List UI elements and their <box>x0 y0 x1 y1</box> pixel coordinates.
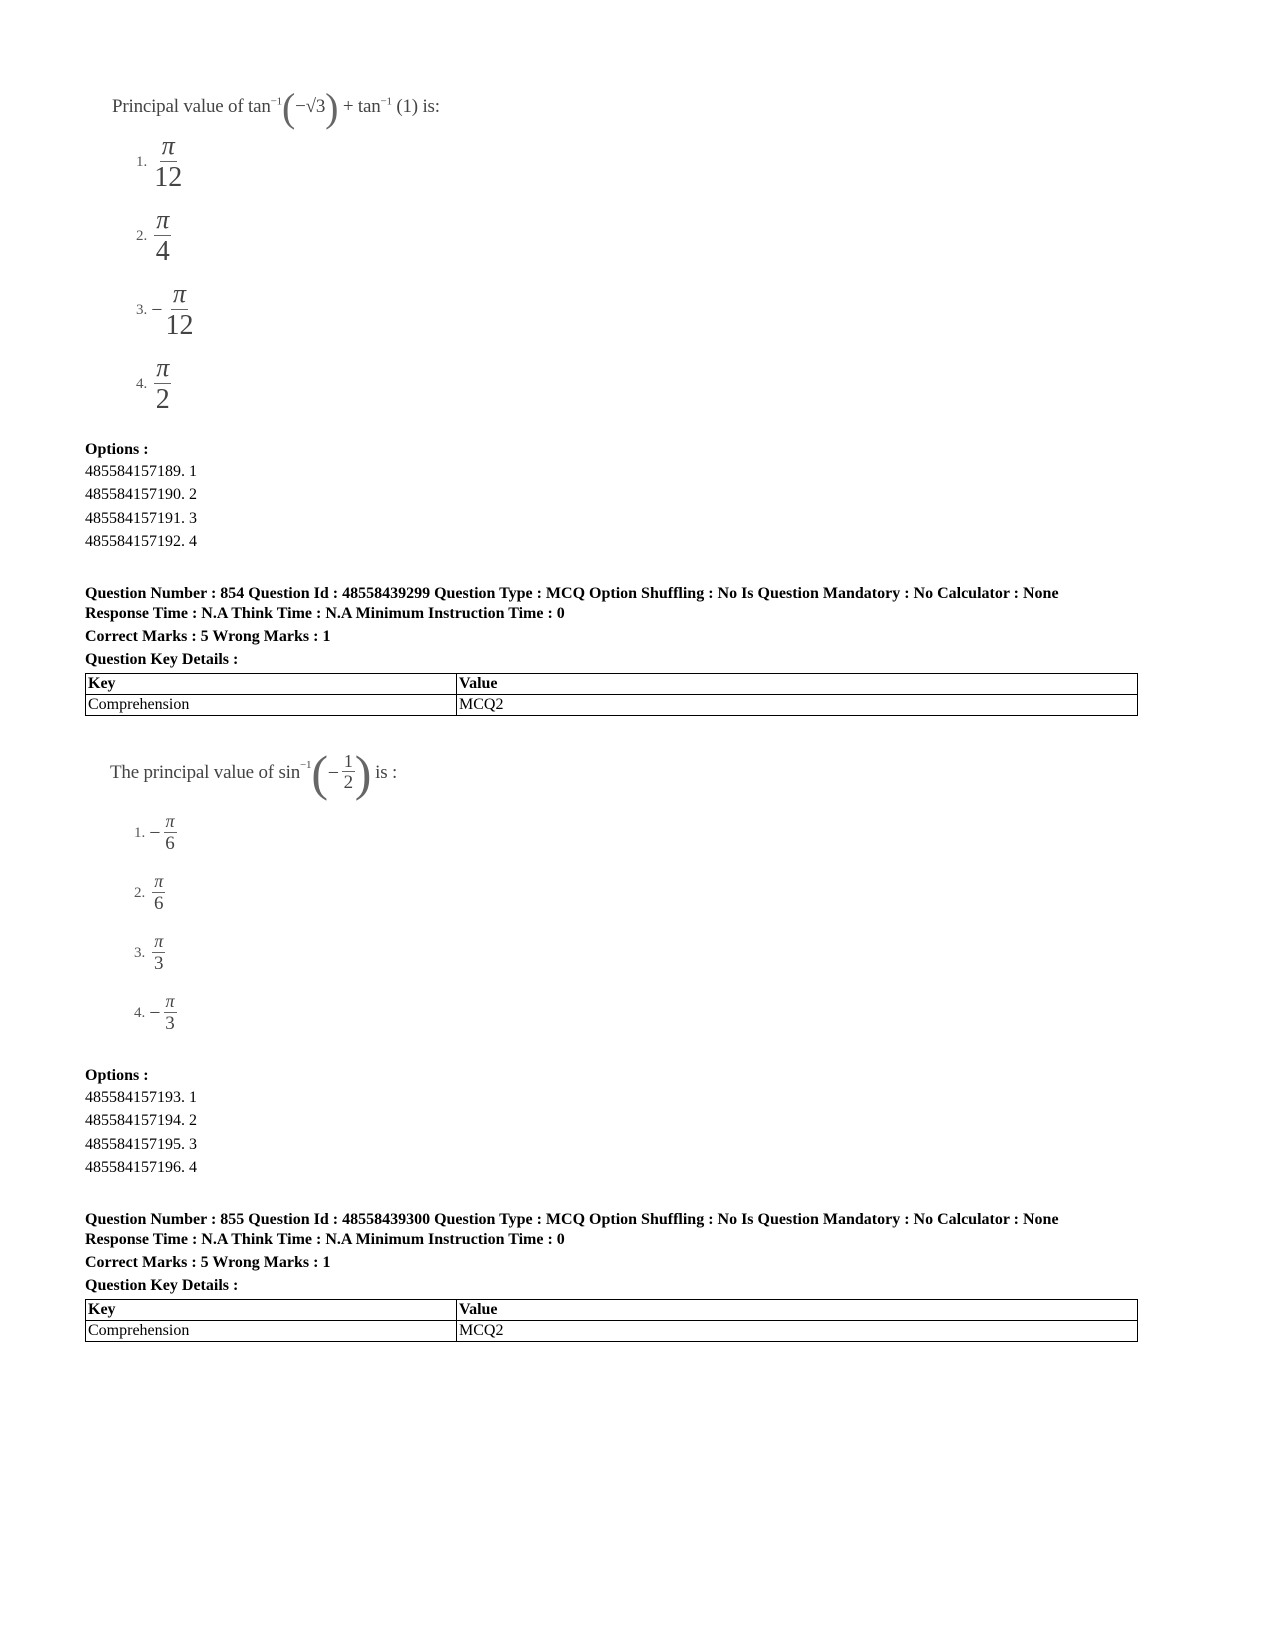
option-id: 485584157196. 4 <box>85 1159 197 1176</box>
answer-option-3: 3. $\frac{\pi}{3}$ <box>134 931 164 974</box>
answer-option-4: 4. $\frac{\pi}{2}$ <box>136 353 170 415</box>
question-853-image <box>112 80 492 430</box>
table-header-key: Key <box>86 1300 457 1321</box>
option-id: 485584157190. 2 <box>85 486 197 503</box>
question-key-title: Question Key Details : <box>85 1277 239 1294</box>
answer-option-2: 2. $\frac{\pi}{6}$ <box>134 871 164 914</box>
question-stem: Principal value of $\tan^{-1}(-√3) + \tan^{-1} (1)$ is: <box>112 85 440 130</box>
question-854-image <box>110 738 430 1048</box>
option-id: 485584157195. 3 <box>85 1136 197 1153</box>
option-id: 485584157194. 2 <box>85 1112 197 1129</box>
answer-option-2: 2. $\frac{\pi}{4}$ <box>136 205 170 267</box>
option-id: 485584157193. 1 <box>85 1089 197 1106</box>
question-meta-line: Question Number : 855 Question Id : 48558439300 Question Type : MCQ Option Shuffling : No Is Question Mandatory : No Calculator : None <box>85 1211 1059 1228</box>
answer-option-3: 3. − $\frac{\pi}{12}$ <box>136 279 194 341</box>
answer-option-4: 4. − $\frac{\pi}{3}$ <box>134 991 175 1034</box>
table-header-value: Value <box>457 1300 1138 1321</box>
answer-option-1: 1. − $\frac{\pi}{6}$ <box>134 811 175 854</box>
question-meta-line: Response Time : N.A Think Time : N.A Minimum Instruction Time : 0 <box>85 1231 565 1248</box>
question-meta-line: Response Time : N.A Think Time : N.A Minimum Instruction Time : 0 <box>85 605 565 622</box>
table-header-key: Key <box>86 674 457 695</box>
table-cell-key: Comprehension <box>86 695 457 716</box>
option-id: 485584157189. 1 <box>85 463 197 480</box>
question-meta-line: Question Number : 854 Question Id : 48558439299 Question Type : MCQ Option Shuffling : No Is Question Mandatory : No Calculator : None <box>85 585 1059 602</box>
question-key-table <box>85 673 1138 716</box>
question-marks: Correct Marks : 5 Wrong Marks : 1 <box>85 1254 331 1271</box>
answer-option-1: 1. $\frac{\pi}{12}$ <box>136 131 183 193</box>
option-id: 485584157192. 4 <box>85 533 197 550</box>
question-marks: Correct Marks : 5 Wrong Marks : 1 <box>85 628 331 645</box>
table-cell-value: MCQ2 <box>457 695 1138 716</box>
table-header-value: Value <box>457 674 1138 695</box>
question-stem: The principal value of sin $^{-1}$ ( − $\frac{1}{2}$ ) is : <box>110 745 398 801</box>
options-title: Options : <box>85 1067 149 1084</box>
option-id: 485584157191. 3 <box>85 510 197 527</box>
table-cell-value: MCQ2 <box>457 1321 1138 1342</box>
table-cell-key: Comprehension <box>86 1321 457 1342</box>
question-key-title: Question Key Details : <box>85 651 239 668</box>
question-key-table <box>85 1299 1138 1342</box>
options-title: Options : <box>85 441 149 458</box>
